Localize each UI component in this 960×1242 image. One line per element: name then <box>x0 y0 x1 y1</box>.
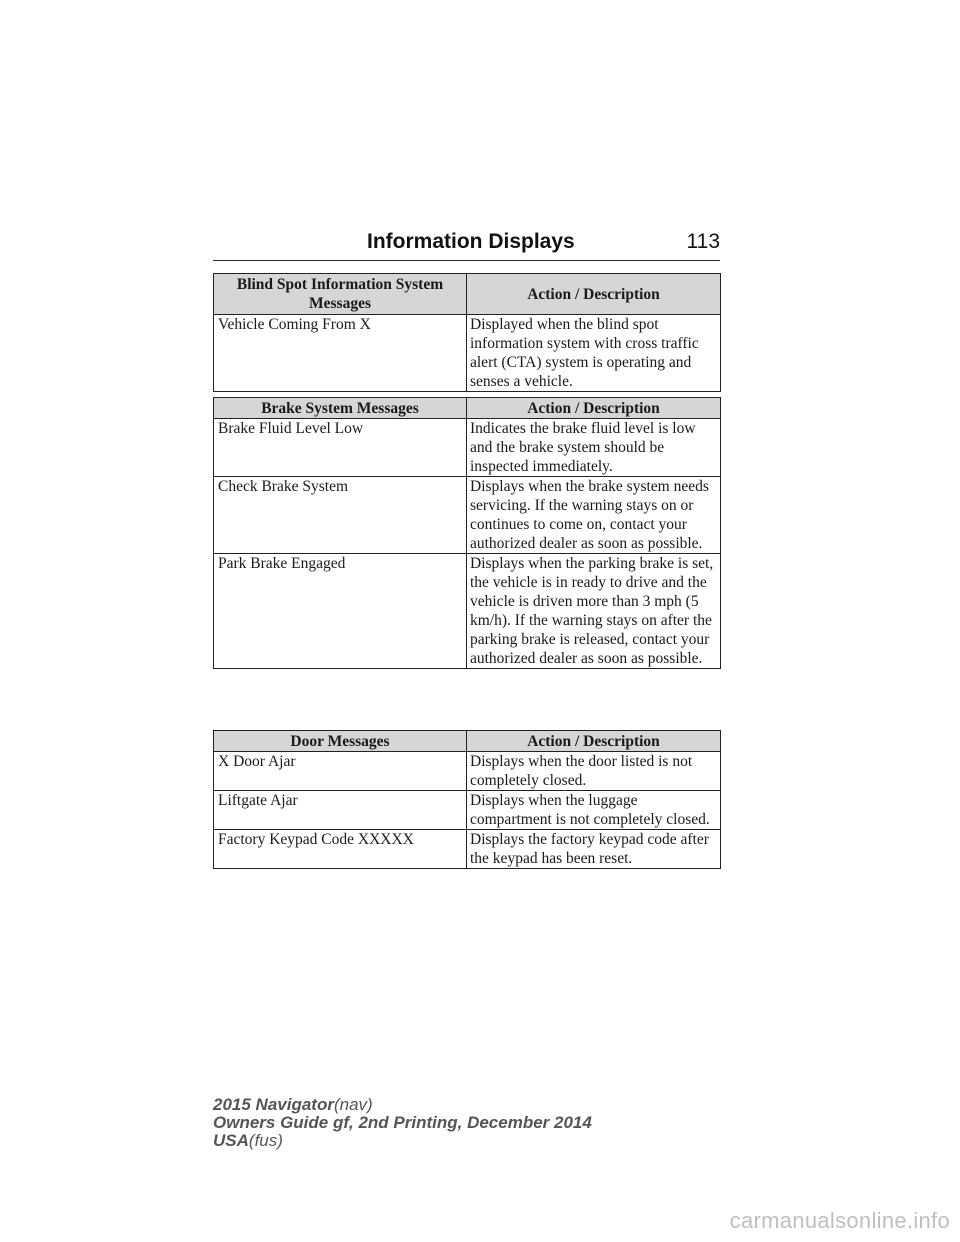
description-cell: Displays when the door listed is not completely closed. <box>467 752 721 791</box>
column-header-messages: Brake System Messages <box>214 398 467 419</box>
message-cell: Brake Fluid Level Low <box>214 419 467 477</box>
footer-line-guide <box>213 1114 592 1132</box>
footer-line-market <box>213 1132 592 1150</box>
door-messages-table <box>213 730 721 869</box>
table-header-row <box>214 398 721 419</box>
message-cell: Liftgate Ajar <box>214 791 467 830</box>
message-cell: Check Brake System <box>214 477 467 554</box>
footer-model-name: 2015 Navigator <box>213 1095 334 1114</box>
table-row <box>214 477 721 554</box>
footer-model-code: (nav) <box>333 1095 373 1114</box>
description-cell: Displays when the parking brake is set, the vehicle is in ready to drive and the vehicle is driven more than 3 mph (5 km/h). If the warning stays on after the parking brake is released, contact your authorized dealer as soon as possible. <box>467 554 721 669</box>
column-header-messages: Door Messages <box>214 731 467 752</box>
blind-spot-messages-table <box>213 273 721 392</box>
table-header-row <box>214 731 721 752</box>
message-cell: Factory Keypad Code XXXXX <box>214 830 467 869</box>
page-header <box>213 228 720 261</box>
description-cell: Displays when the brake system needs servicing. If the warning stays on or continues to come on, contact your authorized dealer as soon as possible. <box>467 477 721 554</box>
table-row <box>214 554 721 669</box>
column-header-messages: Blind Spot Information System Messages <box>214 274 467 315</box>
column-header-action: Action / Description <box>467 731 721 752</box>
description-cell: Indicates the brake fluid level is low and the brake system should be inspected immediately. <box>467 419 721 477</box>
section-title: Information Displays <box>367 230 575 253</box>
table-row <box>214 419 721 477</box>
table-row <box>214 830 721 869</box>
footer-guide-edition: Owners Guide gf, 2nd Printing, December 2014 <box>213 1113 592 1132</box>
brake-system-messages-table <box>213 397 721 669</box>
site-watermark: carmanualsonline.info <box>729 1208 950 1233</box>
description-cell: Displays the factory keypad code after the keypad has been reset. <box>467 830 721 869</box>
document-footer <box>213 1096 592 1150</box>
message-cell: X Door Ajar <box>214 752 467 791</box>
message-cell: Vehicle Coming From X <box>214 315 467 392</box>
description-cell: Displays when the luggage compartment is not completely closed. <box>467 791 721 830</box>
description-cell: Displayed when the blind spot information system with cross traffic alert (CTA) system is operating and senses a vehicle. <box>467 315 721 392</box>
table-header-row <box>214 274 721 315</box>
table-row <box>214 752 721 791</box>
column-header-action: Action / Description <box>467 398 721 419</box>
message-cell: Park Brake Engaged <box>214 554 467 669</box>
table-row <box>214 791 721 830</box>
column-header-action: Action / Description <box>467 274 721 315</box>
table-row <box>214 315 721 392</box>
page-number: 113 <box>686 230 720 253</box>
footer-line-model <box>213 1096 592 1114</box>
footer-market-code: (fus) <box>248 1131 283 1150</box>
footer-market-name: USA <box>213 1131 249 1150</box>
